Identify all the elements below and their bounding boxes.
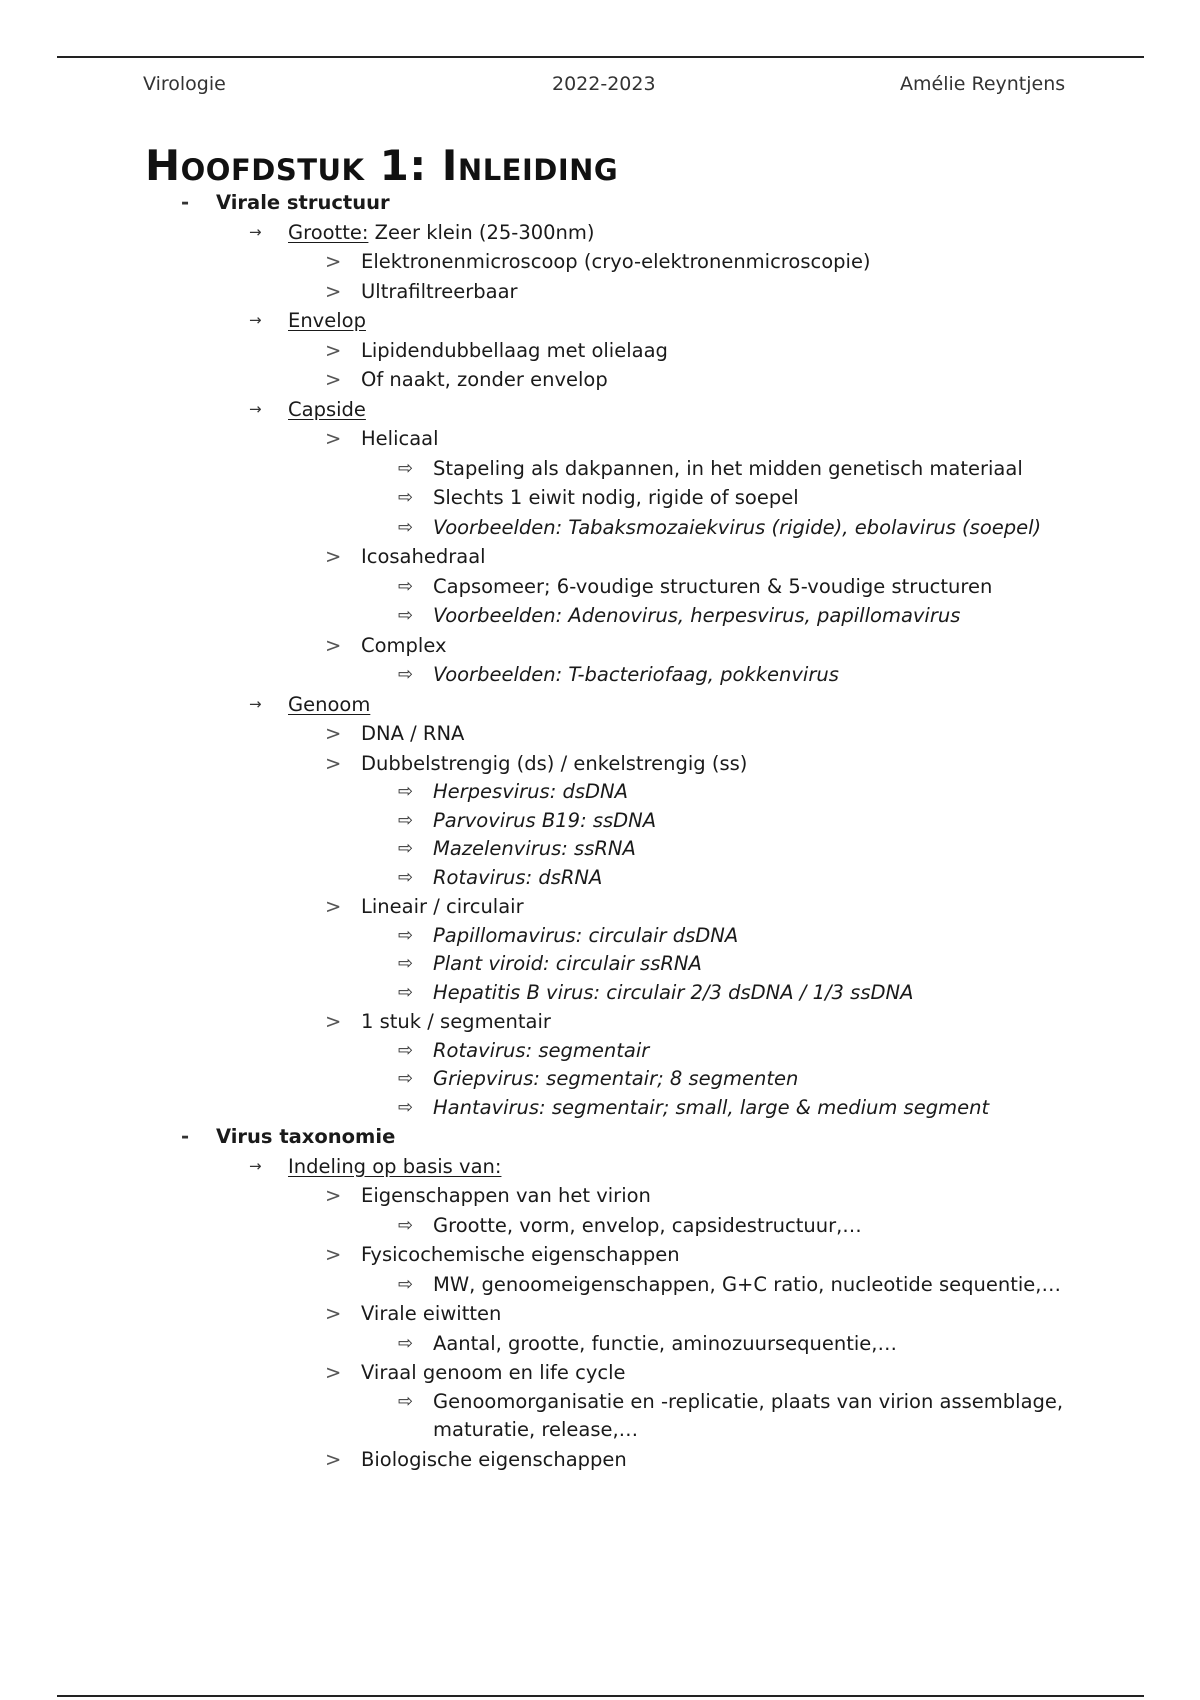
document-body <box>0 188 1200 1474</box>
outline-arrow-icon: ⇨ <box>398 457 414 479</box>
list-item <box>0 247 1200 277</box>
list-item-text: Complex <box>361 633 447 657</box>
sub-list-item-text: Voorbeelden: Adenovirus, herpesvirus, papillomavirus <box>433 604 961 627</box>
sub-list-item-text: Rotavirus: segmentair <box>433 1038 650 1062</box>
sub-list-item <box>0 807 1200 836</box>
list-item-text: Virale eiwitten <box>361 1302 502 1325</box>
outline-arrow-icon: ⇨ <box>398 575 414 597</box>
subheading-grootte <box>0 218 1200 248</box>
header-subject: Virologie <box>143 73 226 95</box>
outline-arrow-icon: ⇨ <box>398 924 414 946</box>
sub-list-item-text: Genoomorganisatie en -replicatie, plaats van virion assemblage, <box>433 1389 1064 1413</box>
list-item-text: Helicaal <box>361 427 439 450</box>
subheading-envelop <box>0 306 1200 336</box>
list-item <box>0 749 1200 779</box>
chevron-right-icon: > <box>325 427 342 450</box>
list-item-text: Lineair / circulair <box>361 895 524 918</box>
outline-arrow-icon: ⇨ <box>398 781 414 802</box>
outline-arrow-icon: ⇨ <box>398 487 414 508</box>
subheading-label: Genoom <box>288 692 371 716</box>
sub-list-item <box>0 922 1200 951</box>
outline-arrow-icon: ⇨ <box>398 1390 414 1412</box>
sub-list-item-text: Griepvirus: segmentair; 8 segmenten <box>433 1067 799 1090</box>
subheading-indeling <box>0 1152 1200 1182</box>
list-item-text: Dubbelstrengig (ds) / enkelstrengig (ss) <box>361 751 748 775</box>
sub-list-item-text: Papillomavirus: circulair dsDNA <box>433 923 739 947</box>
list-item-text: Lipidendubbellaag met olielaag <box>361 338 668 362</box>
section-heading-virus-taxonomie <box>0 1122 1200 1152</box>
list-item <box>0 1240 1200 1270</box>
sub-list-item <box>0 1094 1200 1123</box>
sub-list-item-text: Voorbeelden: Tabaksmozaiekvirus (rigide), ebolavirus (soepel) <box>433 515 1042 539</box>
sub-list-item <box>0 979 1200 1008</box>
footer-rule <box>57 1695 1144 1697</box>
sub-list-item-text: Mazelenvirus: ssRNA <box>433 837 636 860</box>
list-item <box>0 1181 1200 1211</box>
outline-arrow-icon: ⇨ <box>398 1214 414 1236</box>
chevron-right-icon: > <box>325 1010 342 1033</box>
list-item-text: Viraal genoom en life cycle <box>361 1361 626 1384</box>
arrow-right-icon: → <box>249 1156 262 1175</box>
chevron-right-icon: > <box>325 368 342 391</box>
outline-arrow-icon: ⇨ <box>398 1332 414 1354</box>
sub-list-item-text: Plant viroid: circulair ssRNA <box>433 952 702 975</box>
list-item-text: Icosahedraal <box>361 545 486 568</box>
list-item-text: Eigenschappen van het virion <box>361 1184 651 1207</box>
sub-list-item <box>0 454 1200 484</box>
list-item-text: Ultrafiltreerbaar <box>361 279 518 303</box>
dash-bullet: - <box>181 191 190 214</box>
sub-list-item-text: Hantavirus: segmentair; small, large & medium segment <box>433 1095 990 1119</box>
outline-arrow-icon: ⇨ <box>398 664 414 685</box>
chevron-right-icon: > <box>325 250 342 273</box>
sub-list-item <box>0 778 1200 807</box>
sub-list-item-text: Parvovirus B19: ssDNA <box>433 808 657 832</box>
subheading-label: Indeling op basis van: <box>288 1154 502 1178</box>
outline-arrow-icon: ⇨ <box>398 809 414 831</box>
subheading-label: Capside <box>288 397 366 421</box>
list-item <box>0 1358 1200 1388</box>
sub-list-item <box>0 1388 1200 1417</box>
outline-arrow-icon: ⇨ <box>398 605 414 626</box>
sub-list-item-text: Voorbeelden: T-bacteriofaag, pokkenvirus <box>433 663 839 686</box>
section-heading-virale-structuur <box>0 188 1200 218</box>
list-item <box>0 542 1200 572</box>
outline-arrow-icon: ⇨ <box>398 953 414 974</box>
subheading-value: Zeer klein (25-300nm) <box>368 220 595 244</box>
sub-list-item-text: Herpesvirus: dsDNA <box>433 780 628 803</box>
sub-list-item-text: Stapeling als dakpannen, in het midden genetisch materiaal <box>433 456 1023 480</box>
list-item-text: 1 stuk / segmentair <box>361 1010 551 1033</box>
outline-arrow-icon: ⇨ <box>398 516 414 538</box>
chevron-right-icon: > <box>325 895 342 918</box>
header-rule <box>57 56 1144 58</box>
list-item-text: Of naakt, zonder envelop <box>361 368 608 391</box>
outline-arrow-icon: ⇨ <box>398 838 414 859</box>
sub-list-item <box>0 835 1200 864</box>
chevron-right-icon: > <box>325 633 342 657</box>
list-item <box>0 631 1200 661</box>
outline-arrow-icon: ⇨ <box>398 1273 414 1295</box>
subheading-genoom <box>0 690 1200 720</box>
chevron-right-icon: > <box>325 1243 342 1266</box>
chevron-right-icon: > <box>325 279 342 303</box>
subheading-label: Grootte: <box>288 220 369 244</box>
list-item <box>0 277 1200 307</box>
sub-list-item-text: Aantal, grootte, functie, aminozuursequentie,… <box>433 1331 897 1355</box>
dash-bullet: - <box>181 1125 190 1148</box>
sub-list-item-continuation <box>0 1416 1200 1445</box>
sub-list-item-text: MW, genoomeigenschappen, G+C ratio, nucleotide sequentie,… <box>433 1272 1061 1296</box>
sub-list-item <box>0 1329 1200 1359</box>
sub-list-item <box>0 513 1200 543</box>
sub-list-item-text: Hepatitis B virus: circulair 2/3 dsDNA / 1/3 ssDNA <box>433 980 914 1004</box>
chevron-right-icon: > <box>325 722 342 745</box>
outline-arrow-icon: ⇨ <box>398 981 414 1003</box>
sub-list-item <box>0 1211 1200 1241</box>
section-heading-text: Virale structuur <box>216 191 390 214</box>
arrow-right-icon: → <box>249 311 262 329</box>
chevron-right-icon: > <box>325 1302 342 1325</box>
outline-arrow-icon: ⇨ <box>398 1096 414 1118</box>
sub-list-item <box>0 950 1200 979</box>
chevron-right-icon: > <box>325 545 342 568</box>
outline-arrow-icon: ⇨ <box>398 1039 414 1061</box>
sub-list-item-text: maturatie, release,… <box>433 1418 639 1441</box>
chevron-right-icon: > <box>325 1361 342 1384</box>
sub-list-item <box>0 572 1200 602</box>
sub-list-item-text: Slechts 1 eiwit nodig, rigide of soepel <box>433 486 799 509</box>
section-heading-text: Virus taxonomie <box>216 1125 396 1148</box>
chevron-right-icon: > <box>325 1447 342 1471</box>
sub-list-item-text: Rotavirus: dsRNA <box>433 865 603 889</box>
sub-list-item <box>0 1065 1200 1094</box>
list-item-text: Fysicochemische eigenschappen <box>361 1243 680 1266</box>
list-item <box>0 424 1200 454</box>
list-item <box>0 336 1200 366</box>
arrow-right-icon: → <box>249 222 262 241</box>
header-year: 2022-2023 <box>552 73 656 95</box>
list-item <box>0 892 1200 922</box>
subheading-capside <box>0 395 1200 425</box>
sub-list-item <box>0 660 1200 690</box>
list-item <box>0 365 1200 395</box>
outline-arrow-icon: ⇨ <box>398 1068 414 1089</box>
list-item-text: Biologische eigenschappen <box>361 1447 627 1471</box>
sub-list-item <box>0 1037 1200 1066</box>
arrow-right-icon: → <box>249 694 262 713</box>
sub-list-item <box>0 601 1200 631</box>
list-item <box>0 1299 1200 1329</box>
chevron-right-icon: > <box>325 751 342 775</box>
sub-list-item <box>0 864 1200 893</box>
header-author: Amélie Reyntjens <box>900 73 1066 95</box>
outline-arrow-icon: ⇨ <box>398 866 414 888</box>
list-item <box>0 1445 1200 1475</box>
subheading-label: Envelop <box>288 309 366 332</box>
arrow-right-icon: → <box>249 399 262 418</box>
chevron-right-icon: > <box>325 1184 342 1207</box>
sub-list-item <box>0 1270 1200 1300</box>
sub-list-item <box>0 483 1200 513</box>
sub-list-item-text: Capsomeer; 6-voudige structuren & 5-voudige structuren <box>433 574 993 598</box>
list-item-text: Elektronenmicroscoop (cryo-elektronenmicroscopie) <box>361 250 871 273</box>
list-item-text: DNA / RNA <box>361 722 465 745</box>
list-item <box>0 1007 1200 1037</box>
chevron-right-icon: > <box>325 338 342 362</box>
sub-list-item-text: Grootte, vorm, envelop, capsidestructuur,… <box>433 1213 862 1237</box>
page-title: Hoofdstuk 1: Inleiding <box>145 141 619 190</box>
list-item <box>0 719 1200 749</box>
